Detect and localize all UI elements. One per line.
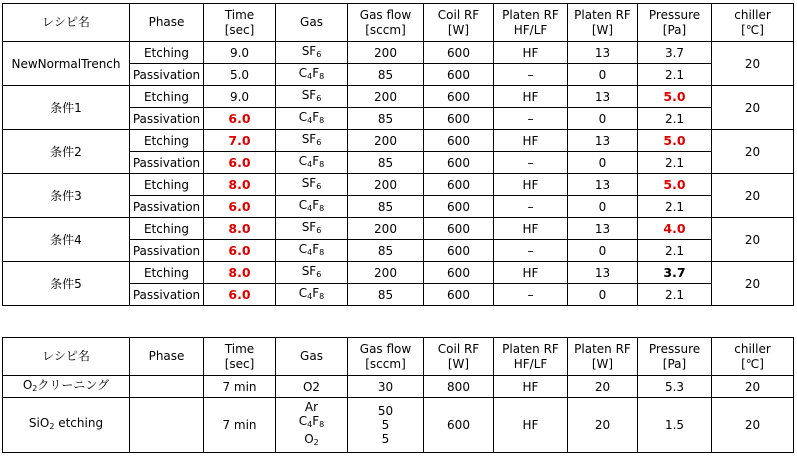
gas-flow-cell: 200 [348, 174, 424, 196]
pressure-cell: 2.1 [638, 64, 712, 86]
coil-rf-cell: 600 [424, 218, 494, 240]
recipe-name: 条件4 [3, 218, 130, 262]
platen-cell: – [494, 240, 568, 262]
platen-cell: HF [494, 376, 568, 398]
coil-rf-cell: 600 [424, 398, 494, 453]
time-cell: 6.0 [204, 152, 276, 174]
table-row [3, 262, 794, 284]
table-row [3, 42, 794, 64]
time-cell: 8.0 [204, 262, 276, 284]
header-row [3, 338, 794, 376]
recipe-name: 条件5 [3, 262, 130, 306]
pressure-cell: 1.5 [638, 398, 712, 453]
table-row [3, 398, 794, 453]
time-cell: 7.0 [204, 130, 276, 152]
coil-rf-cell: 600 [424, 262, 494, 284]
header-phase: Phase [130, 338, 204, 376]
time-cell: 6.0 [204, 196, 276, 218]
platen-cell: HF [494, 42, 568, 64]
platen-w-cell: 13 [568, 130, 638, 152]
chiller-cell: 20 [712, 218, 794, 262]
header-platen-w: Platen RF [W] [568, 338, 638, 376]
pressure-cell: 5.0 [638, 86, 712, 108]
header-platen-hflf: Platen RF HF/LF [494, 338, 568, 376]
gas-cell: $SF_6$ [276, 262, 348, 284]
phase-cell: Passivation [130, 240, 204, 262]
platen-w-cell: 13 [568, 218, 638, 240]
recipe-table-main [2, 3, 794, 306]
coil-rf-cell: 600 [424, 196, 494, 218]
chiller-cell: 20 [712, 262, 794, 306]
coil-rf-cell: 800 [424, 376, 494, 398]
pressure-cell: 2.1 [638, 196, 712, 218]
time-cell: 5.0 [204, 64, 276, 86]
phase-cell: Etching [130, 86, 204, 108]
header-coil-rf: Coil RF [W] [424, 338, 494, 376]
recipe-table-secondary [2, 337, 794, 453]
gas-cell: $C_4F_8$ [276, 284, 348, 306]
gas-flow-cell: 200 [348, 262, 424, 284]
header-platen-hflf: Platen RF HF/LF [494, 4, 568, 42]
recipe-name: 条件1 [3, 86, 130, 130]
platen-w-cell: 0 [568, 108, 638, 130]
header-row [3, 4, 794, 42]
pressure-cell: 4.0 [638, 218, 712, 240]
platen-cell: – [494, 108, 568, 130]
platen-cell: HF [494, 86, 568, 108]
header-gas: Gas [276, 4, 348, 42]
gas-cell: $SF_6$ [276, 130, 348, 152]
platen-w-cell: 13 [568, 86, 638, 108]
coil-rf-cell: 600 [424, 108, 494, 130]
phase-cell: Passivation [130, 196, 204, 218]
gas-flow-cell: 85 [348, 240, 424, 262]
recipe-name: 条件3 [3, 174, 130, 218]
coil-rf-cell: 600 [424, 284, 494, 306]
phase-cell: Etching [130, 174, 204, 196]
phase-cell: Etching [130, 42, 204, 64]
phase-cell: Etching [130, 130, 204, 152]
platen-cell: HF [494, 174, 568, 196]
platen-w-cell: 13 [568, 174, 638, 196]
time-cell: 6.0 [204, 108, 276, 130]
chiller-cell: 20 [712, 376, 794, 398]
platen-cell: HF [494, 218, 568, 240]
phase-cell [130, 376, 204, 398]
header-gas-flow: Gas flow [sccm] [348, 338, 424, 376]
header-pressure: Pressure [Pa] [638, 4, 712, 42]
gas-cell: Ar $C_4F_8$ $O_2$ [276, 398, 348, 453]
time-cell: 7 min [204, 398, 276, 453]
chiller-cell: 20 [712, 86, 794, 130]
platen-cell: – [494, 196, 568, 218]
time-cell: 8.0 [204, 174, 276, 196]
time-cell: 6.0 [204, 240, 276, 262]
coil-rf-cell: 600 [424, 64, 494, 86]
header-time: Time [sec] [204, 4, 276, 42]
gas-flow-cell: 85 [348, 284, 424, 306]
pressure-cell: 2.1 [638, 152, 712, 174]
chiller-cell: 20 [712, 174, 794, 218]
gas-cell: $SF_6$ [276, 218, 348, 240]
pressure-cell: 5.0 [638, 174, 712, 196]
platen-w-cell: 0 [568, 64, 638, 86]
header-gas-flow: Gas flow [sccm] [348, 4, 424, 42]
table-row [3, 86, 794, 108]
header-time: Time [sec] [204, 338, 276, 376]
gas-cell: $C_4F_8$ [276, 240, 348, 262]
coil-rf-cell: 600 [424, 152, 494, 174]
header-phase: Phase [130, 4, 204, 42]
gas-flow-cell: 200 [348, 86, 424, 108]
platen-cell: HF [494, 130, 568, 152]
coil-rf-cell: 600 [424, 86, 494, 108]
gas-cell: $C_4F_8$ [276, 64, 348, 86]
platen-w-cell: 13 [568, 42, 638, 64]
gas-flow-cell: 85 [348, 108, 424, 130]
gas-flow-cell: 85 [348, 196, 424, 218]
platen-w-cell: 20 [568, 376, 638, 398]
gas-cell: O2 [276, 376, 348, 398]
gas-flow-cell: 30 [348, 376, 424, 398]
phase-cell: Etching [130, 218, 204, 240]
gas-cell: $SF_6$ [276, 42, 348, 64]
recipe-name: NewNormalTrench [3, 42, 130, 86]
platen-w-cell: 13 [568, 262, 638, 284]
table-row [3, 174, 794, 196]
table-row [3, 130, 794, 152]
phase-cell: Passivation [130, 152, 204, 174]
header-chiller: chiller [℃] [712, 4, 794, 42]
platen-w-cell: 0 [568, 284, 638, 306]
time-cell: 9.0 [204, 42, 276, 64]
platen-cell: – [494, 152, 568, 174]
gas-flow-cell: 200 [348, 130, 424, 152]
gas-flow-cell: 200 [348, 218, 424, 240]
platen-cell: HF [494, 398, 568, 453]
time-cell: 8.0 [204, 218, 276, 240]
platen-w-cell: 0 [568, 196, 638, 218]
gas-cell: $SF_6$ [276, 86, 348, 108]
gas-flow-cell: 50 5 5 [348, 398, 424, 453]
platen-cell: – [494, 284, 568, 306]
coil-rf-cell: 600 [424, 174, 494, 196]
pressure-cell: 3.7 [638, 262, 712, 284]
gas-cell: $C_4F_8$ [276, 152, 348, 174]
header-platen-w: Platen RF [W] [568, 4, 638, 42]
platen-cell: – [494, 64, 568, 86]
recipe-name: $O_2$クリーニング [3, 376, 130, 398]
gas-cell: $C_4F_8$ [276, 108, 348, 130]
pressure-cell: 2.1 [638, 240, 712, 262]
platen-w-cell: 0 [568, 240, 638, 262]
pressure-cell: 5.0 [638, 130, 712, 152]
header-recipe: レシピ名 [3, 4, 130, 42]
gas-flow-cell: 85 [348, 152, 424, 174]
phase-cell: Passivation [130, 108, 204, 130]
coil-rf-cell: 600 [424, 130, 494, 152]
header-pressure: Pressure [Pa] [638, 338, 712, 376]
pressure-cell: 3.7 [638, 42, 712, 64]
gas-cell: $SF_6$ [276, 174, 348, 196]
coil-rf-cell: 600 [424, 42, 494, 64]
platen-cell: HF [494, 262, 568, 284]
gas-flow-cell: 85 [348, 64, 424, 86]
time-cell: 7 min [204, 376, 276, 398]
gas-flow-cell: 200 [348, 42, 424, 64]
recipe-name: 条件2 [3, 130, 130, 174]
chiller-cell: 20 [712, 42, 794, 86]
phase-cell: Passivation [130, 284, 204, 306]
pressure-cell: 2.1 [638, 108, 712, 130]
header-recipe: レシピ名 [3, 338, 130, 376]
header-coil-rf: Coil RF [W] [424, 4, 494, 42]
phase-cell: Etching [130, 262, 204, 284]
chiller-cell: 20 [712, 130, 794, 174]
pressure-cell: 2.1 [638, 284, 712, 306]
phase-cell [130, 398, 204, 453]
platen-w-cell: 20 [568, 398, 638, 453]
phase-cell: Passivation [130, 64, 204, 86]
table-row [3, 376, 794, 398]
platen-w-cell: 0 [568, 152, 638, 174]
chiller-cell: 20 [712, 398, 794, 453]
recipe-name: SiO$_2$ etching [3, 398, 130, 453]
header-chiller: chiller [℃] [712, 338, 794, 376]
pressure-cell: 5.3 [638, 376, 712, 398]
time-cell: 6.0 [204, 284, 276, 306]
gas-cell: $C_4F_8$ [276, 196, 348, 218]
header-gas: Gas [276, 338, 348, 376]
coil-rf-cell: 600 [424, 240, 494, 262]
table-row [3, 218, 794, 240]
time-cell: 9.0 [204, 86, 276, 108]
